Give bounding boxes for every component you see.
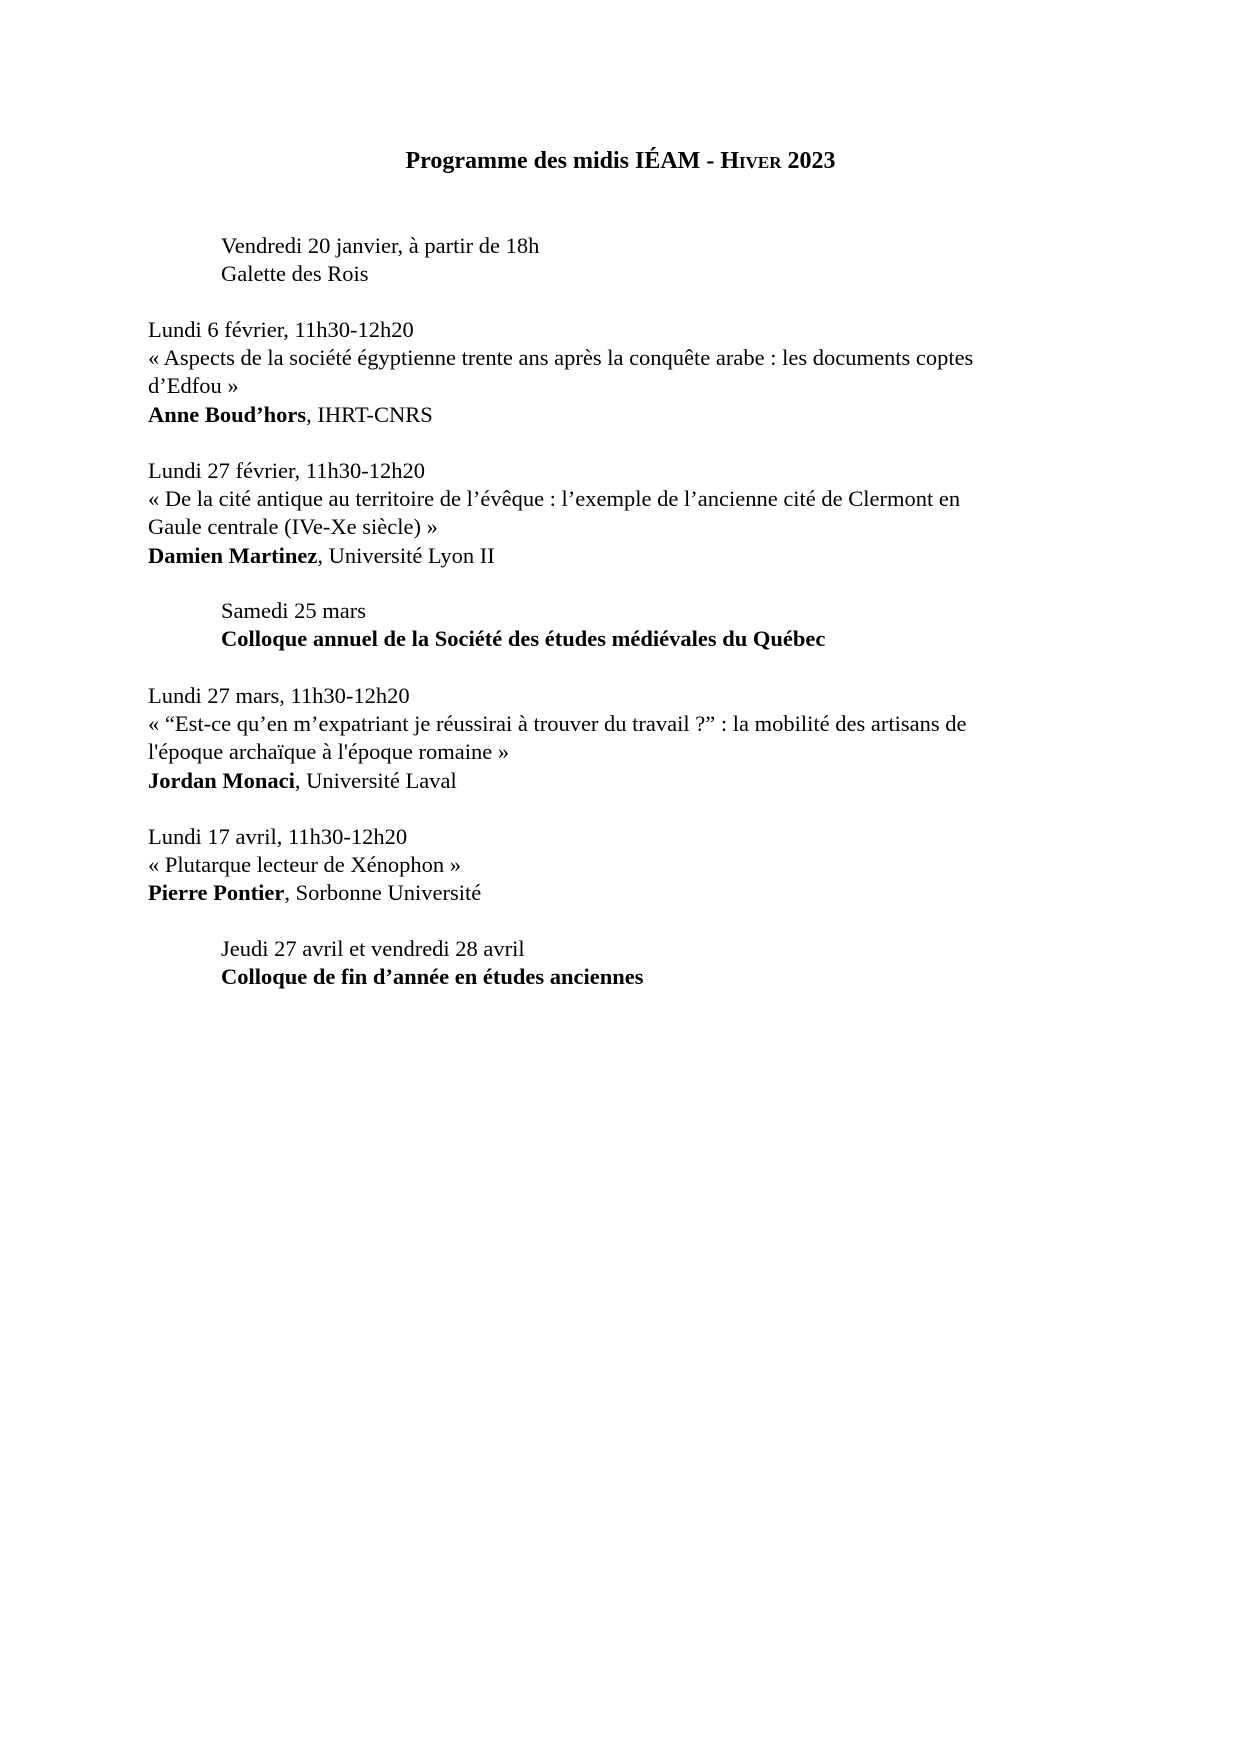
talk-title-line: Gaule centrale (IVe-Xe siècle) »: [148, 514, 438, 540]
event-name: Galette des Rois: [221, 261, 369, 287]
title-season: Hiver: [720, 148, 782, 174]
event-date: Jeudi 27 avril et vendredi 28 avril: [221, 936, 525, 961]
talk-title-line: « De la cité antique au territoire de l’évêque : l’exemple de l’ancienne cité de Clermont en: [148, 486, 961, 512]
event-date: Vendredi 20 janvier, à partir de 18h: [221, 233, 540, 258]
speaker-line: [148, 879, 1108, 907]
talk-title-line: d’Edfou »: [148, 373, 239, 399]
speaker-name: Anne Boud’hors: [148, 401, 307, 427]
speaker-name: Jordan Monaci: [148, 767, 295, 793]
speaker-name: Damien Martinez: [148, 542, 318, 568]
title-main: Programme des midis IÉAM -: [405, 148, 721, 174]
event-name: Colloque de fin d’année en études anciennes: [221, 964, 644, 990]
event-talk-boudhors: [148, 316, 1108, 429]
speaker-affiliation: , IHRT-CNRS: [306, 401, 433, 427]
event-galette-des-rois: [221, 232, 1181, 288]
event-date: Lundi 17 avril, 11h30-12h20: [148, 824, 408, 849]
talk-title-line: « Aspects de la société égyptienne trente ans après la conquête arabe : les documents coptes: [148, 345, 974, 371]
speaker-line: [148, 542, 1108, 570]
event-colloque-sem-quebec: [221, 597, 1181, 653]
speaker-affiliation: , Université Lyon II: [317, 542, 495, 568]
event-date: Lundi 27 mars, 11h30-12h20: [148, 683, 410, 708]
event-name: Colloque annuel de la Société des études médiévales du Québec: [221, 626, 826, 652]
talk-title-line: l'époque archaïque à l'époque romaine »: [148, 739, 510, 765]
event-talk-monaci: [148, 682, 1108, 795]
speaker-line: [148, 767, 1108, 795]
event-date: Lundi 6 février, 11h30-12h20: [148, 317, 414, 342]
event-date: Samedi 25 mars: [221, 598, 366, 623]
talk-title-line: « “Est-ce qu’en m’expatriant je réussirai à trouver du travail ?” : la mobilité des artisans de: [148, 711, 967, 737]
speaker-affiliation: , Sorbonne Université: [284, 880, 482, 906]
page-title: [0, 147, 1241, 175]
event-talk-martinez: [148, 457, 1108, 570]
speaker-name: Pierre Pontier: [148, 880, 285, 906]
event-date: Lundi 27 février, 11h30-12h20: [148, 458, 425, 483]
event-colloque-fin-annee: [221, 935, 1181, 991]
speaker-line: [148, 401, 1108, 429]
title-year: 2023: [781, 148, 836, 174]
speaker-affiliation: , Université Laval: [294, 767, 457, 793]
talk-title-line: « Plutarque lecteur de Xénophon »: [148, 852, 462, 878]
event-talk-pontier: [148, 823, 1108, 908]
